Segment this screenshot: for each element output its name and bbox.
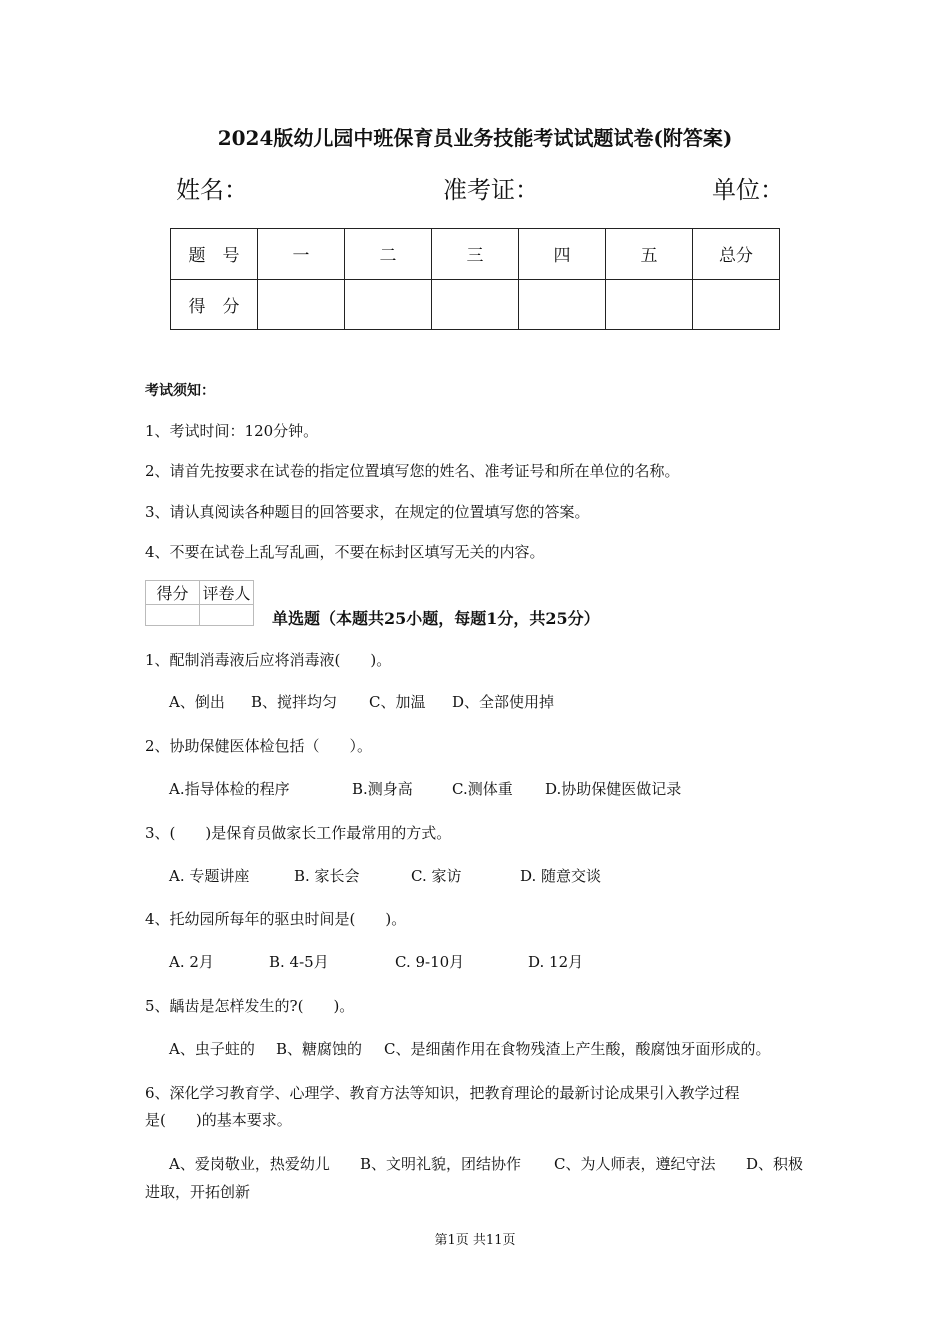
option-a[interactable]: A. 2月 [169,953,214,971]
option-b[interactable]: B. 家长会 [294,867,360,885]
question-stem: 2、协助保健医体检包括（ ）。 [145,737,373,755]
score-table-cell: 五 [606,229,693,280]
option-b[interactable]: B. 4-5月 [269,953,329,971]
option-d[interactable]: D、全部使用掉 [452,693,555,711]
score-table-header-row [171,229,780,280]
question-stem-line1: 6、深化学习教育学、心理学、教育方法等知识，把教育理论的最新讨论成果引入教学过程 [145,1084,740,1102]
score-input-cell[interactable] [519,279,606,330]
option-c[interactable]: C.测体重 [452,780,513,798]
option-c[interactable]: C. 家访 [411,867,462,885]
score-input-cell[interactable] [345,279,432,330]
grader-box-score-label: 得分 [146,581,200,605]
option-b[interactable]: B、文明礼貌，团结协作 [360,1155,522,1173]
score-table-cell: 一 [258,229,345,280]
option-a[interactable]: A、虫子蛀的 [169,1040,255,1058]
option-d[interactable]: D.协助保健医做记录 [545,780,682,798]
ticket-field-label: 准考证： [443,176,539,204]
note-item: 1、考试时间：120分钟。 [145,422,319,440]
option-d[interactable]: D、积极 [746,1155,804,1173]
option-d[interactable]: D. 12月 [528,953,584,971]
option-c[interactable]: C、加温 [369,693,426,711]
notes-heading: 考试须知： [145,383,215,399]
option-a[interactable]: A、倒出 [169,693,225,711]
question-stem: 4、托幼园所每年的驱虫时间是( )。 [145,910,407,928]
score-input-cell[interactable] [606,279,693,330]
option-a[interactable]: A.指导体检的程序 [169,780,290,798]
score-table-cell: 得 分 [171,279,258,330]
option-b[interactable]: B、搅拌均匀 [251,693,338,711]
note-item: 4、不要在试卷上乱写乱画，不要在标封区填写无关的内容。 [145,543,545,561]
score-table-cell: 题 号 [171,229,258,280]
question-stem: 3、( )是保育员做家长工作最常用的方式。 [145,824,452,842]
score-input-cell[interactable] [432,279,519,330]
score-table-score-row [171,279,780,330]
document-title: 2024版幼儿园中班保育员业务技能考试试题试卷(附答案) [217,126,733,150]
score-input-cell[interactable] [693,279,780,330]
option-d[interactable]: D. 随意交谈 [520,867,602,885]
score-table [170,228,780,330]
score-table-cell: 三 [432,229,519,280]
question-stem: 5、龋齿是怎样发生的?( )。 [145,997,355,1015]
grader-box [145,580,254,626]
option-c[interactable]: C. 9-10月 [395,953,465,971]
note-item: 2、请首先按要求在试卷的指定位置填写您的姓名、准考证号和所在单位的名称。 [145,462,680,480]
name-field-label: 姓名： [176,176,248,204]
option-b[interactable]: B.测身高 [352,780,413,798]
question-stem-line2: 是( )的基本要求。 [145,1111,292,1129]
grader-box-grader-cell[interactable] [200,605,254,626]
grader-box-grader-label: 评卷人 [200,581,254,605]
option-a[interactable]: A. 专题讲座 [169,867,250,885]
score-table-cell: 四 [519,229,606,280]
option-c[interactable]: C、为人师表，遵纪守法 [554,1155,716,1173]
page-footer: 第1页 共11页 [434,1233,516,1248]
option-a[interactable]: A、爱岗敬业，热爱幼儿 [169,1155,330,1173]
grader-box-score-cell[interactable] [146,605,200,626]
section-title: 单选题（本题共25小题，每题1分，共25分） [272,609,600,628]
score-input-cell[interactable] [258,279,345,330]
note-item: 3、请认真阅读各种题目的回答要求，在规定的位置填写您的答案。 [145,503,590,521]
unit-field-label: 单位： [712,176,784,204]
score-table-cell: 二 [345,229,432,280]
option-c[interactable]: C、是细菌作用在食物残渣上产生酸，酸腐蚀牙面形成的。 [384,1040,771,1058]
option-d-continued: 进取，开拓创新 [145,1183,251,1201]
score-table-cell: 总分 [693,229,780,280]
question-stem: 1、配制消毒液后应将消毒液( )。 [145,651,392,669]
option-b[interactable]: B、糖腐蚀的 [276,1040,363,1058]
